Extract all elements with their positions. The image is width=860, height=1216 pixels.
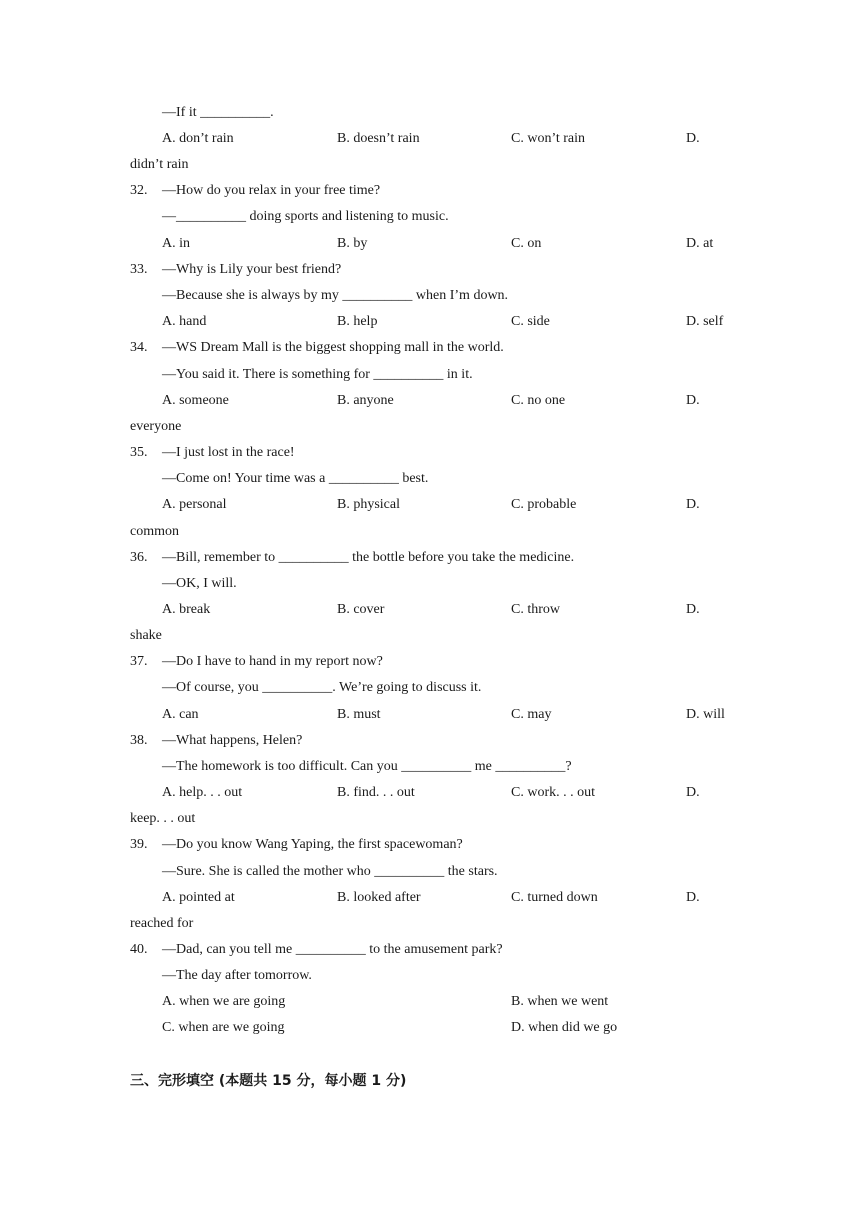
question-39-option-b: B. looked after bbox=[337, 890, 421, 905]
question-31-option-a: A. don’t rain bbox=[162, 131, 234, 146]
question-38-option-c: C. work. . . out bbox=[511, 785, 595, 800]
question-36-option-d-text: shake bbox=[130, 628, 162, 643]
question-31-option-d: D. bbox=[686, 131, 700, 146]
question-40-prompt: —Dad, can you tell me __________ to the amusement park? bbox=[162, 942, 503, 957]
question-40-option-d: D. when did we go bbox=[511, 1020, 618, 1035]
question-31-option-b: B. doesn’t rain bbox=[337, 131, 420, 146]
question-number: 37. bbox=[130, 654, 148, 669]
question-number: 38. bbox=[130, 733, 148, 748]
question-34-option-a: A. someone bbox=[162, 393, 229, 408]
question-35-answer-line: —Come on! Your time was a __________ best. bbox=[162, 471, 429, 486]
question-35-option-d: D. bbox=[686, 497, 700, 512]
question-35-option-d-text: common bbox=[130, 524, 179, 539]
question-33-option-b: B. help bbox=[337, 314, 378, 329]
question-35-prompt: —I just lost in the race! bbox=[162, 445, 295, 460]
question-number: 32. bbox=[130, 183, 148, 198]
question-38-option-d: D. bbox=[686, 785, 700, 800]
question-33-prompt: —Why is Lily your best friend? bbox=[162, 262, 342, 277]
question-37-option-d: D. will bbox=[686, 707, 725, 722]
question-number: 40. bbox=[130, 942, 148, 957]
question-35-option-a: A. personal bbox=[162, 497, 227, 512]
question-39-option-d-text: reached for bbox=[130, 916, 194, 931]
question-32-option-d: D. at bbox=[686, 236, 714, 251]
question-40-answer-line: —The day after tomorrow. bbox=[162, 968, 312, 983]
question-32-prompt: —How do you relax in your free time? bbox=[162, 183, 381, 198]
question-31-option-d-text: didn’t rain bbox=[130, 157, 189, 172]
question-39-option-a: A. pointed at bbox=[162, 890, 235, 905]
section-heading: 三、完形填空 (本题共 15 分，每小题 1 分) bbox=[130, 1073, 407, 1089]
question-37-option-b: B. must bbox=[337, 707, 381, 722]
question-number: 34. bbox=[130, 340, 148, 355]
question-36-option-d: D. bbox=[686, 602, 700, 617]
question-36-option-a: A. break bbox=[162, 602, 211, 617]
question-32-option-a: A. in bbox=[162, 236, 190, 251]
question-number: 39. bbox=[130, 837, 148, 852]
question-38-option-a: A. help. . . out bbox=[162, 785, 243, 800]
question-number: 36. bbox=[130, 550, 148, 565]
question-37-option-c: C. may bbox=[511, 707, 552, 722]
question-38-option-d-text: keep. . . out bbox=[130, 811, 196, 826]
question-31-option-c: C. won’t rain bbox=[511, 131, 586, 146]
question-39-answer-line: —Sure. She is called the mother who __________ the stars. bbox=[162, 864, 498, 879]
question-40-option-b: B. when we went bbox=[511, 994, 609, 1009]
question-number: 33. bbox=[130, 262, 148, 277]
question-33-option-c: C. side bbox=[511, 314, 550, 329]
question-38-prompt: —What happens, Helen? bbox=[162, 733, 303, 748]
question-33-option-d: D. self bbox=[686, 314, 724, 329]
question-31-answer-line: —If it __________. bbox=[162, 105, 274, 120]
question-37-prompt: —Do I have to hand in my report now? bbox=[162, 654, 383, 669]
question-40-option-c: C. when are we going bbox=[162, 1020, 285, 1035]
question-36-prompt: —Bill, remember to __________ the bottle before you take the medicine. bbox=[162, 550, 575, 565]
question-36-option-c: C. throw bbox=[511, 602, 560, 617]
question-36-answer-line: —OK, I will. bbox=[162, 576, 237, 591]
question-39-prompt: —Do you know Wang Yaping, the first spacewoman? bbox=[162, 837, 463, 852]
question-39-option-c: C. turned down bbox=[511, 890, 598, 905]
question-32-option-c: C. on bbox=[511, 236, 542, 251]
question-39-option-d: D. bbox=[686, 890, 700, 905]
question-35-option-b: B. physical bbox=[337, 497, 400, 512]
question-34-option-d: D. bbox=[686, 393, 700, 408]
question-34-option-c: C. no one bbox=[511, 393, 566, 408]
question-40-option-a: A. when we are going bbox=[162, 994, 286, 1009]
question-34-option-d-text: everyone bbox=[130, 419, 182, 434]
question-32-answer-line: —__________ doing sports and listening to music. bbox=[162, 209, 449, 224]
question-35-option-c: C. probable bbox=[511, 497, 577, 512]
question-38-option-b: B. find. . . out bbox=[337, 785, 415, 800]
question-37-option-a: A. can bbox=[162, 707, 199, 722]
question-34-prompt: —WS Dream Mall is the biggest shopping mall in the world. bbox=[162, 340, 504, 355]
question-38-answer-line: —The homework is too difficult. Can you __________ me __________? bbox=[162, 759, 572, 774]
question-33-option-a: A. hand bbox=[162, 314, 207, 329]
question-37-answer-line: —Of course, you __________. We’re going to discuss it. bbox=[162, 680, 482, 695]
question-32-option-b: B. by bbox=[337, 236, 368, 251]
question-number: 35. bbox=[130, 445, 148, 460]
question-34-answer-line: —You said it. There is something for __________ in it. bbox=[162, 367, 473, 382]
question-33-answer-line: —Because she is always by my __________ when I’m down. bbox=[162, 288, 509, 303]
question-36-option-b: B. cover bbox=[337, 602, 385, 617]
question-34-option-b: B. anyone bbox=[337, 393, 394, 408]
